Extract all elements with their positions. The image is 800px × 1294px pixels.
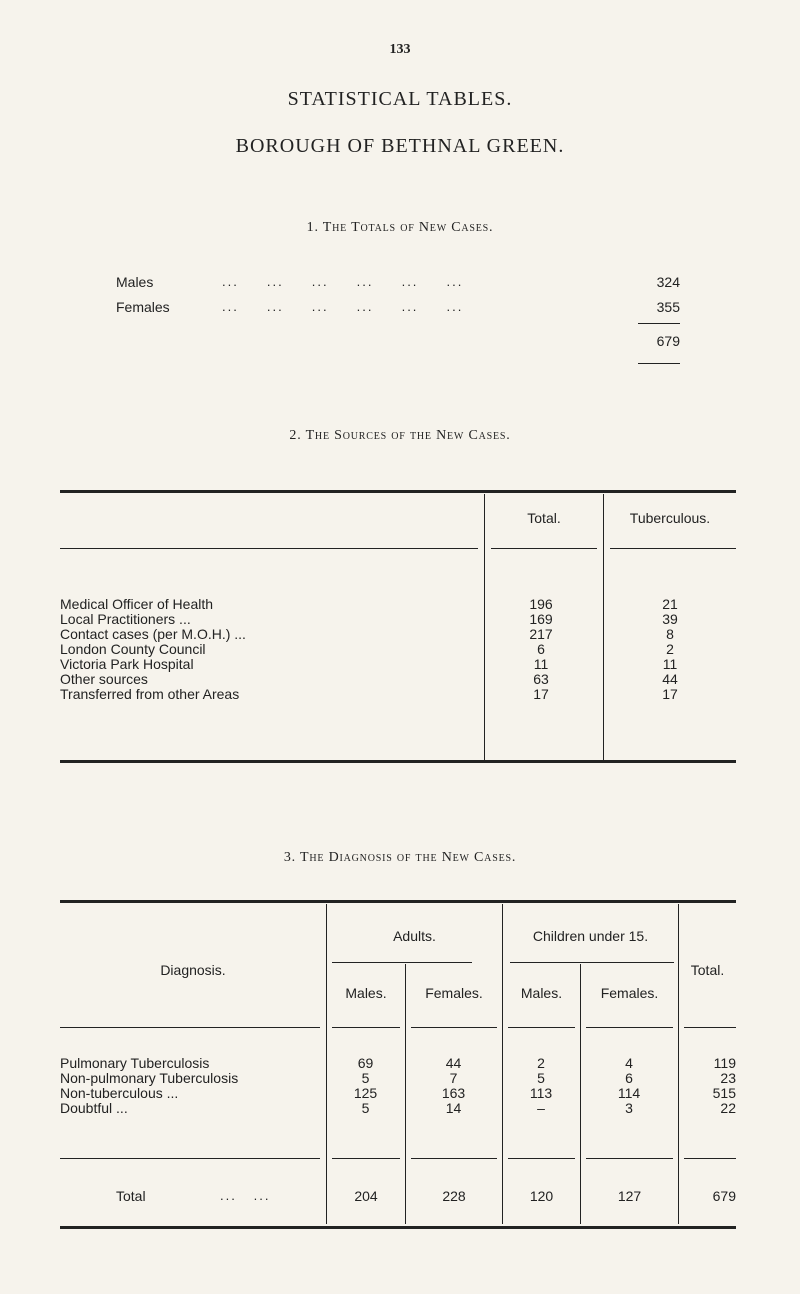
table-bottom-rule [60,760,736,763]
cell-adult-males: 69 [357,1055,374,1071]
page-subtitle: BOROUGH OF BETHNAL GREEN. [235,135,565,157]
header-diagnosis: Diagnosis. [160,962,226,978]
cell-total: 515 [712,1085,736,1101]
total-rule [586,1158,673,1159]
sum-underline [638,363,680,364]
cell-total: 11 [533,656,549,672]
row-label: Victoria Park Hospital [60,656,194,672]
cell-adult-females: 163 [441,1085,466,1101]
total-rule [508,1158,575,1159]
cell-total: 23 [720,1070,736,1086]
total-label: Total [116,1188,146,1204]
females-value: 355 [656,299,680,315]
total-rule [411,1158,497,1159]
diagnosis-table [60,1056,736,1116]
cell-tuberculous: 21 [662,596,678,612]
row-label: Contact cases (per M.O.H.) ... [60,626,246,642]
cell-tuberculous: 44 [662,671,678,687]
header-adults: Adults. [393,928,436,944]
header-total: Total. [527,510,561,526]
header-rule [684,1027,736,1028]
table-row [60,597,738,612]
row-label: Non-tuberculous ... [60,1085,179,1101]
header-rule [332,1027,400,1028]
cell-adult-males: 5 [361,1100,370,1116]
table-row [60,1101,736,1116]
cell-child-females: 4 [625,1055,633,1071]
row-label: Local Practitioners ... [60,611,191,627]
grand-total: 679 [712,1188,736,1204]
section-3-heading: 3. The Diagnosis of the New Cases. [283,850,517,865]
cell-tuberculous: 17 [662,686,678,702]
header-rule [491,548,597,549]
table-row [60,1086,736,1101]
table-row [60,657,738,672]
row-label: Non-pulmonary Tuberculosis [60,1070,239,1086]
page-number: 133 [389,42,411,57]
header-children: Children under 15. [532,928,649,944]
total-rule [332,1158,400,1159]
row-label: Medical Officer of Health [60,596,214,612]
cell-child-males: 5 [537,1070,545,1086]
cell-child-females: 114 [617,1085,641,1101]
header-rule [60,548,478,549]
cell-child-males: – [537,1100,545,1116]
row-label: Pulmonary Tuberculosis [60,1055,210,1071]
table-row [60,627,738,642]
cell-total: 119 [713,1055,736,1071]
leader-dots: ... ... ... ... ... ... [222,299,464,314]
page-title: STATISTICAL TABLES. [287,88,513,110]
table-row [60,1071,736,1086]
cell-total: 169 [529,611,553,627]
header-child-males: Males. [520,985,563,1001]
header-adult-males: Males. [345,985,387,1001]
cell-total: 17 [533,686,549,702]
header-rule [586,1027,673,1028]
row-label: Doubtful ... [60,1100,128,1116]
header-rule [332,962,472,963]
cell-child-males: 113 [529,1085,553,1101]
header-rule [411,1027,497,1028]
females-label: Females [116,299,170,315]
total-adult-females: 228 [442,1188,466,1204]
cell-tuberculous: 39 [662,611,678,627]
table-row [60,612,738,627]
males-label: Males [116,274,154,290]
cell-adult-females: 44 [445,1055,462,1071]
total-rule [60,1158,320,1159]
section-2-heading: 2. The Sources of the New Cases. [289,428,511,443]
header-rule [610,548,736,549]
cell-child-females: 6 [625,1070,633,1086]
total-adult-males: 204 [354,1188,378,1204]
table-top-rule [60,900,736,903]
males-value: 324 [656,274,680,290]
cell-total: 196 [529,596,553,612]
header-rule [510,962,674,963]
cell-adult-females: 7 [449,1070,458,1086]
table-row [60,642,738,657]
table-bottom-rule [60,1226,736,1229]
total-child-males: 120 [529,1188,554,1204]
row-label: London County Council [60,641,206,657]
section-1-heading: 1. The Totals of New Cases. [306,220,494,235]
table-row [60,687,738,702]
total-child-females: 127 [617,1188,642,1204]
cell-adult-males: 5 [361,1070,370,1086]
cell-total: 6 [537,641,545,657]
total-rule [684,1158,736,1159]
header-rule [508,1027,575,1028]
cell-adult-females: 14 [445,1100,462,1116]
cell-total: 217 [529,626,553,642]
table-row [60,672,738,687]
header-adult-females: Females. [425,985,483,1001]
header-tuberculous: Tuberculous. [629,510,711,526]
cell-tuberculous: 8 [666,626,674,642]
header-total: Total. [690,962,725,978]
cell-total: 22 [720,1100,736,1116]
row-label: Other sources [60,671,148,687]
table-top-rule [60,490,736,493]
leader-dots: ... ... ... ... ... ... [222,274,464,289]
header-rule [60,1027,320,1028]
cell-child-females: 3 [625,1100,633,1116]
cell-adult-males: 125 [353,1085,378,1101]
leader-dots: ... ... [220,1188,271,1203]
table-row [60,1056,736,1071]
row-label: Transferred from other Areas [60,686,240,702]
cell-child-males: 2 [537,1055,545,1071]
cell-tuberculous: 2 [666,641,674,657]
sum-rule [638,323,680,324]
sources-table [60,597,738,702]
header-child-females: Females. [600,985,659,1001]
totals-sum: 679 [656,333,680,349]
cell-tuberculous: 11 [662,656,678,672]
cell-total: 63 [533,671,549,687]
